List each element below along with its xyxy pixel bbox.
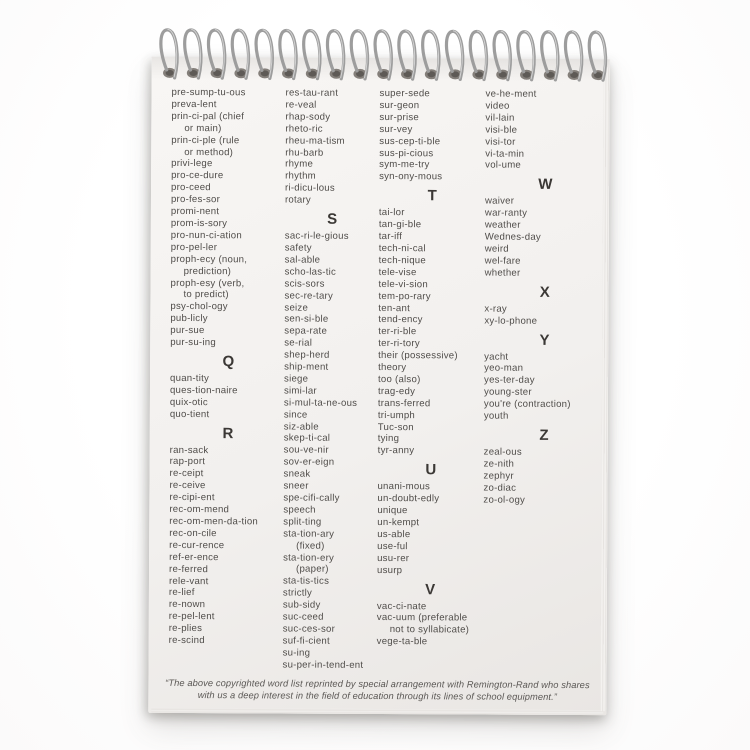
word-entry: ran-sack [169, 444, 209, 456]
word-entry: trag-edy [377, 385, 416, 398]
word-entry: vi-ta-min [485, 148, 525, 160]
word-entry: sta-tion-ery [283, 552, 335, 564]
word-entry: proph-ecy (noun, [170, 253, 248, 265]
word-entry: you're (contraction) [483, 398, 571, 411]
word-entry: ter-ri-ble [378, 326, 417, 338]
word-entry: scho-las-tic [284, 266, 337, 278]
word-entry: simi-lar [283, 385, 317, 397]
word-entry: sur-geon [379, 99, 420, 112]
word-entry: split-ting [283, 516, 322, 528]
word-entry: tar-iff [378, 231, 403, 243]
word-entry: sal-able [284, 254, 321, 266]
word-entry: suc-ces-sor [282, 623, 336, 635]
word-entry: spe-cifi-cally [283, 492, 340, 504]
word-entry: vege-ta-ble [376, 636, 428, 648]
word-entry: tele-vi-sion [378, 278, 428, 290]
word-entry: pur-su-ing [170, 336, 216, 349]
section-letter-w: W [538, 176, 554, 194]
word-entry: waiver [484, 195, 515, 208]
word-entry: or method) [184, 146, 234, 158]
word-entry: rheto-ric [285, 123, 323, 135]
word-entry: sec-re-tary [284, 290, 334, 302]
word-column-3 [377, 88, 488, 649]
word-entry: tem-po-rary [378, 290, 431, 302]
word-entry: (fixed) [296, 540, 325, 552]
word-entry: rec-on-cile [169, 527, 217, 540]
word-entry: tai-lor [378, 207, 405, 219]
word-entry: theory [378, 362, 407, 374]
word-entry: seize [284, 302, 309, 314]
word-entry: visi-tor [485, 136, 516, 148]
word-entry: ze-nith [483, 458, 515, 470]
word-entry: re-pel-lent [168, 611, 215, 623]
word-entry: speech [283, 504, 316, 516]
word-entry: or main) [184, 122, 222, 134]
word-column-2 [283, 88, 382, 672]
word-entry: vol-ume [485, 159, 522, 172]
word-entry: sepa-rate [284, 325, 328, 338]
word-entry: vil-lain [485, 112, 515, 124]
section-letter-t: T [427, 187, 439, 205]
section-letter-q: Q [222, 353, 236, 371]
word-entry: re-plies [168, 623, 203, 635]
word-entry: rhythm [285, 170, 316, 183]
word-entry: tend-ency [378, 314, 423, 326]
word-entry: use-ful [377, 540, 408, 552]
word-entry: zeal-ous [483, 446, 522, 458]
word-entry: tele-vise [378, 266, 417, 278]
word-entry: strictly [282, 587, 313, 599]
word-entry: wel-fare [484, 255, 521, 267]
word-entry: un-doubt-edly [377, 493, 440, 505]
word-entry: vac-uum (preferable [376, 612, 468, 624]
steno-pad [148, 57, 609, 715]
word-entry: siz-able [283, 421, 319, 433]
word-entry: weather [484, 219, 521, 231]
word-entry: sen-si-ble [284, 313, 329, 326]
word-entry: Tuc-son [377, 421, 414, 433]
word-entry: ten-ant [378, 302, 411, 314]
word-entry: rec-om-men-da-tion [169, 515, 259, 528]
word-entry: sneer [283, 480, 309, 492]
word-entry: youth [483, 410, 509, 422]
word-entry: prediction) [183, 265, 232, 277]
word-entry: rhu-barb [285, 147, 324, 159]
word-entry: to predict) [183, 289, 229, 301]
word-entry: quix-otic [169, 396, 208, 408]
word-entry: xy-lo-phone [484, 315, 538, 327]
word-entry: tech-nique [378, 254, 426, 267]
word-entry: safety [284, 242, 312, 254]
word-entry: sneak [283, 468, 311, 480]
word-entry: prin-ci-ple (rule [171, 134, 240, 146]
word-entry: video [485, 100, 510, 112]
word-entry: pro-ce-dure [171, 170, 224, 182]
word-entry: promi-nent [170, 205, 220, 218]
word-entry: too (also) [378, 373, 421, 386]
word-entry: ref-er-ence [169, 551, 219, 563]
section-letter-s: S [327, 210, 339, 228]
word-entry: tan-gi-ble [378, 219, 422, 231]
word-entry: sus-pi-cious [379, 147, 434, 159]
word-entry: re-nown [168, 599, 206, 611]
word-entry: rele-vant [168, 575, 209, 587]
word-entry: res-tau-rant [285, 87, 339, 99]
word-entry: prin-ci-pal (chief [171, 110, 245, 123]
word-entry: young-ster [483, 386, 532, 399]
word-entry: rap-port [169, 456, 206, 468]
word-entry: suc-ceed [282, 611, 324, 623]
word-entry: rotary [284, 194, 312, 206]
section-letter-r: R [222, 424, 235, 442]
word-entry: ter-ri-tory [378, 338, 420, 350]
word-entry: rhyme [285, 158, 314, 171]
word-entry: zo-ol-ogy [483, 494, 526, 506]
word-entry: vac-ci-nate [376, 600, 427, 612]
word-entry: usurp [377, 564, 403, 576]
word-entry: syn-ony-mous [379, 171, 443, 183]
word-entry: sus-cep-ti-ble [379, 135, 441, 147]
word-entry: weird [484, 243, 509, 255]
section-letter-u: U [425, 461, 438, 479]
word-entry: not to syllabicate) [389, 624, 470, 636]
word-entry: re-ceipt [169, 468, 204, 480]
word-entry: pro-pel-ler [170, 241, 218, 253]
word-entry: their (possessive) [378, 350, 458, 362]
word-entry: scis-sors [284, 278, 325, 290]
word-entry: prom-is-sory [170, 217, 228, 230]
word-entry: re-cipi-ent [169, 492, 215, 504]
word-entry: pre-sump-tu-ous [171, 86, 246, 99]
word-entry: zephyr [483, 470, 514, 482]
word-entry: shep-herd [284, 349, 330, 361]
word-entry: pub-licly [170, 313, 208, 325]
word-entry: suf-fi-cient [282, 635, 330, 647]
word-entry: psy-chol-ogy [170, 301, 228, 313]
word-entry: tyr-anny [377, 445, 415, 457]
word-entry: sym-me-try [379, 159, 430, 171]
word-entry: proph-esy (verb, [170, 277, 245, 289]
word-entry: ques-tion-naire [169, 384, 238, 397]
word-entry: pur-sue [170, 325, 205, 337]
word-entry: visi-ble [485, 124, 518, 136]
word-entry: Wednes-day [484, 231, 541, 243]
word-entry: su-ing [282, 647, 311, 659]
word-entry: sub-sidy [282, 599, 321, 611]
word-entry: tri-umph [377, 409, 416, 421]
section-letter-y: Y [539, 331, 552, 349]
word-entry: re-ferred [169, 563, 209, 575]
word-entry: pro-nun-ci-ation [170, 229, 243, 242]
word-entry: rec-om-mend [169, 503, 230, 516]
word-entry: sta-tion-ary [283, 528, 335, 540]
word-entry: re-veal [285, 99, 317, 111]
word-entry: zo-diac [483, 482, 517, 494]
word-entry: re-lief [168, 587, 195, 599]
word-entry: since [283, 409, 308, 421]
section-letter-v: V [425, 580, 437, 598]
word-entry: ri-dicu-lous [285, 182, 335, 195]
word-entry: sur-vey [379, 123, 413, 135]
word-entry: sov-er-eign [283, 456, 335, 469]
word-entry: su-per-in-tend-ent [282, 659, 364, 671]
word-entry: (paper) [296, 564, 329, 576]
word-entry: yes-ter-day [484, 374, 535, 387]
word-entry: unique [377, 505, 408, 517]
word-entry: sou-ve-nir [283, 444, 329, 457]
footer-quote: “The above copyrighted word list reprinted by special arrangement with Remington-Rand who shares with us a deep interest in the field of education through its lines of school equipment.” [165, 678, 590, 703]
word-entry: re-ceive [169, 480, 206, 492]
word-entry: si-mul-ta-ne-ous [283, 397, 358, 409]
word-entry: whether [484, 267, 521, 279]
word-entry: skep-ti-cal [283, 432, 331, 445]
word-column-1 [169, 87, 290, 648]
word-entry: re-cur-rence [169, 539, 225, 552]
word-entry: re-scind [168, 634, 205, 647]
section-letter-x: X [539, 283, 552, 301]
word-entry: preva-lent [171, 98, 217, 111]
word-entry: unani-mous [377, 481, 431, 493]
word-entry: yacht [484, 351, 509, 363]
word-entry: usu-rer [377, 552, 410, 564]
spiral-binding-icon [146, 23, 616, 95]
word-entry: trans-ferred [377, 397, 431, 410]
word-entry: ship-ment [284, 361, 329, 373]
word-entry: siege [284, 373, 309, 385]
word-entry: quan-tity [170, 372, 210, 385]
word-entry: ve-he-ment [485, 88, 537, 100]
word-entry: tying [377, 433, 400, 445]
word-entry: war-ranty [484, 207, 528, 220]
word-entry: sac-ri-le-gious [284, 230, 349, 242]
word-entry: us-able [377, 528, 411, 541]
word-entry: pro-fes-sor [170, 194, 221, 206]
section-letter-z: Z [539, 426, 551, 444]
word-column-4 [483, 89, 607, 507]
word-entry: sur-prise [379, 111, 420, 124]
word-entry: rhap-sody [285, 111, 331, 123]
word-entry: pro-ceed [171, 182, 211, 194]
word-entry: sta-tis-tics [282, 575, 330, 588]
word-entry: rheu-ma-tism [285, 135, 345, 147]
word-entry: x-ray [484, 303, 508, 315]
word-entry: super-sede [379, 87, 431, 100]
word-entry: se-rial [284, 337, 313, 349]
word-entry: yeo-man [484, 362, 524, 375]
word-entry: privi-lege [171, 158, 213, 170]
word-entry: tech-ni-cal [378, 242, 426, 255]
word-entry: un-kempt [377, 516, 420, 529]
word-entry: quo-tient [169, 408, 210, 420]
